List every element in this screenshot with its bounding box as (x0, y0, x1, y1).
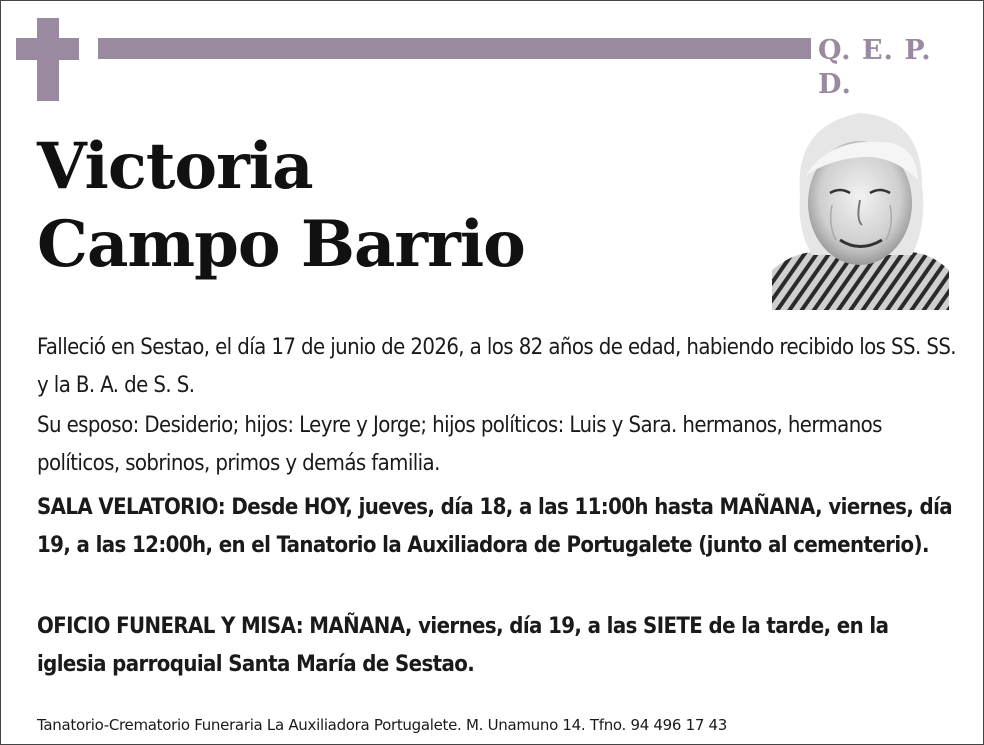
funeral-mass-info: OFICIO FUNERAL Y MISA: MAÑANA, viernes, día 19, a las SIETE de la tarde, en la iglesia parroquial Santa María de Sestao. (37, 614, 889, 677)
cross-horizontal (16, 38, 79, 60)
wake-room-info: SALA VELATORIO: Desde HOY, jueves, día 18, a las 11:00h hasta MAÑANA, viernes, día 19, a las 12:00h, en el Tanatorio la Auxiliadora de Portugalete (junto al cementerio). (37, 495, 953, 558)
last-name: Campo Barrio (37, 207, 525, 282)
qepd-label: Q. E. P. D. (818, 35, 932, 100)
death-announcement: Falleció en Sestao, el día 17 de junio de 2026, a los 82 años de edad, habiendo recibido los SS. SS. y la B. A. de S. S. (37, 335, 956, 398)
portrait-photo-icon (772, 105, 949, 310)
funeral-home-footer: Tanatorio-Crematorio Funeraria La Auxiliadora Portugalete. M. Unamuno 14. Tfno. 94 496 17 43 (37, 716, 728, 734)
first-name: Victoria (37, 129, 313, 204)
deceased-name (37, 128, 757, 284)
family-list: Su esposo: Desiderio; hijos: Leyre y Jorge; hijos políticos: Luis y Sara. hermanos, hermanos políticos, sobrinos, primos y demás familia. (37, 413, 882, 476)
header-bar (98, 38, 811, 59)
